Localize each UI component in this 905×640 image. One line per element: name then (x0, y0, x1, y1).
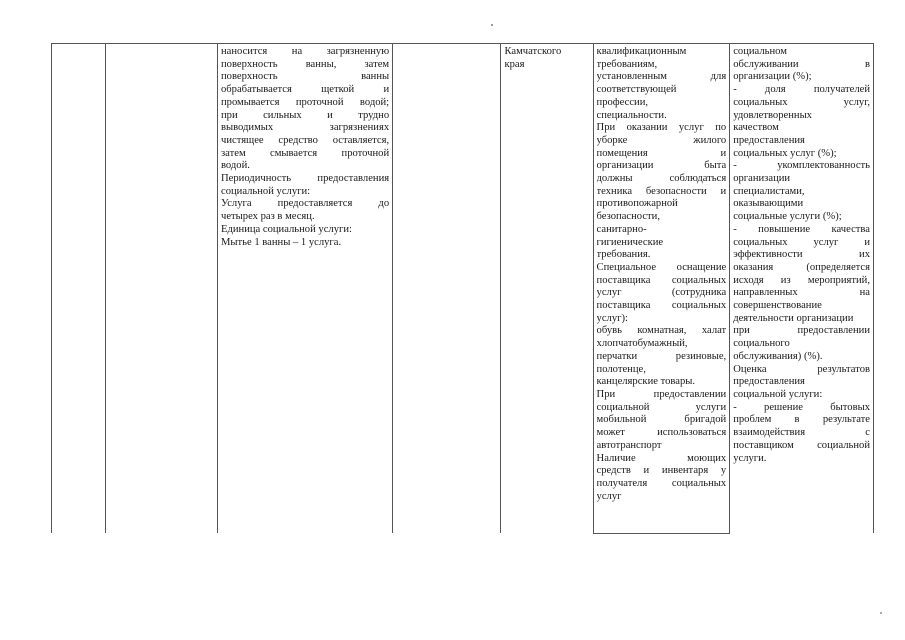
text-line: исходя из мероприятий, (733, 274, 870, 286)
text-line: услуг): (596, 312, 628, 324)
text-line: - укомплектованность (733, 160, 870, 172)
text-line: гигиенические (596, 236, 664, 248)
table-row (52, 44, 874, 534)
text-line: санитарно- (596, 223, 647, 235)
text-line: Единица социальной услуги: (221, 223, 352, 235)
text-line: средств и инвентаря у (596, 465, 727, 477)
text-line: требования. (596, 249, 651, 261)
text-line: водой. (221, 160, 250, 172)
text-line: социальном (733, 46, 787, 57)
text-line: помещения и (596, 147, 727, 159)
text-line: организации быта (596, 160, 727, 172)
text-line: должны соблюдаться (596, 173, 727, 185)
text-line: наносится на загрязненную (221, 46, 390, 57)
text-line: обрабатывается щеткой и (221, 84, 390, 96)
services-table (51, 43, 874, 534)
text-line: социальных услуг (%); (733, 147, 837, 159)
text-line: хлопчатобумажный, (596, 338, 688, 350)
text-line: предоставления (733, 134, 805, 146)
text-line: Услуга предоставляется до (221, 198, 390, 210)
region-line-1: Камчатского (504, 46, 562, 57)
cell-service-description (218, 44, 393, 534)
text-line: канцелярские товары. (596, 376, 696, 388)
text-line: поверхность ванны (221, 71, 390, 83)
text-line: противопожарной (596, 198, 678, 210)
text-line: проблем в результате (733, 414, 870, 426)
cell-region (501, 44, 593, 534)
quality-indicators-text (733, 46, 870, 465)
text-line: профессии, (596, 96, 649, 108)
text-line: требованиям, (596, 58, 658, 70)
text-line: - решение бытовых (733, 401, 870, 413)
text-line: обслуживания) (%). (733, 350, 823, 362)
text-line: Оценка результатов (733, 363, 870, 375)
text-line: качеством (733, 122, 779, 134)
text-line: социальной услуги: (221, 185, 311, 197)
text-line: обслуживании в (733, 58, 870, 70)
cell-empty (393, 44, 501, 534)
text-line: взаимодействия с (733, 427, 870, 439)
text-line: оказания (определяется (733, 261, 870, 273)
text-line: промывается проточной водой; (221, 96, 390, 108)
service-conditions-text (597, 46, 727, 503)
text-line: деятельности организации (733, 312, 854, 324)
text-line: социальных услуг и (733, 236, 870, 248)
text-line: эффективности их (733, 249, 870, 261)
text-line: - повышение качества (733, 223, 870, 235)
text-line: направленных на (733, 287, 870, 299)
text-line: Специальное оснащение (596, 261, 727, 273)
text-line: социальных услуг, (733, 96, 870, 108)
text-line: оказывающими (733, 198, 804, 210)
text-line: поставщика социальных (596, 274, 727, 286)
text-line: квалификационным (596, 46, 687, 57)
text-line: При предоставлении (596, 388, 727, 400)
text-line: удовлетворенных (733, 109, 812, 121)
text-line: четырех раз в месяц. (221, 211, 315, 223)
text-line: затем смывается проточной (221, 147, 390, 159)
text-line: может использоваться (596, 427, 727, 439)
text-line: предоставления (733, 376, 805, 388)
cell-service-name (105, 44, 217, 534)
service-description-text (221, 46, 389, 249)
text-line: специалистами, (733, 185, 805, 197)
cell-index (52, 44, 106, 534)
text-line: получателя социальных (596, 477, 727, 489)
text-line: техника безопасности и (596, 185, 727, 197)
text-line: поставщиком социальной (733, 439, 870, 451)
region-line-2: края (504, 58, 525, 70)
text-line: социальной услуги: (733, 388, 823, 400)
text-line: организации (%); (733, 71, 812, 83)
text-line: услуг (596, 490, 622, 502)
scan-speck (880, 612, 882, 614)
text-line: поверхность ванны, затем (221, 58, 390, 70)
text-line: обувь комнатная, халат (596, 325, 727, 337)
text-line: - доля получателей (733, 84, 870, 96)
text-line: перчатки резиновые, (596, 350, 727, 362)
text-line: социального (733, 338, 790, 350)
text-line: чистящее средство оставляется, (221, 134, 390, 146)
text-line: автотранспорт (596, 439, 662, 451)
text-line: услуги. (733, 452, 767, 464)
text-line: при сильных и трудно (221, 109, 390, 121)
text-line: услуг (сотрудника (596, 287, 727, 299)
text-line: При оказании услуг по (596, 122, 727, 134)
text-line: социальной услуги (596, 401, 727, 413)
text-line: мобильной бригадой (596, 414, 727, 426)
scan-speck (491, 24, 493, 26)
text-line: полотенце, (596, 363, 646, 375)
text-line: Мытье 1 ванны – 1 услуга. (221, 236, 342, 248)
text-line: Наличие моющих (596, 452, 727, 464)
text-line: организации (733, 173, 791, 185)
text-line: безопасности, (596, 211, 661, 223)
text-line: социальные услуги (%); (733, 211, 842, 223)
text-line: Периодичность предоставления (221, 173, 390, 185)
text-line: уборке жилого (596, 134, 727, 146)
cell-quality-indicators (730, 44, 874, 534)
text-line: совершенствование (733, 300, 822, 312)
text-line: при предоставлении (733, 325, 870, 337)
text-line: соответствующей (596, 84, 677, 96)
text-line: установленным для (596, 71, 727, 83)
text-line: выводимых загрязнениях (221, 122, 390, 134)
text-line: поставщика социальных (596, 300, 727, 312)
text-line: специальности. (596, 109, 667, 121)
cell-service-conditions (593, 44, 730, 534)
